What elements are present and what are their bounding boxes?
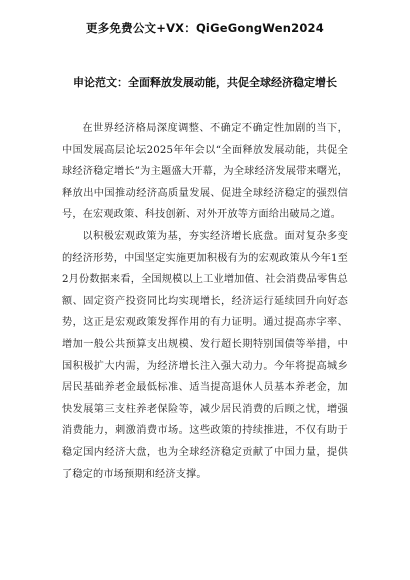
page-header: 更多免费公文+VX：QiGeGongWen2024 [86, 21, 324, 35]
document-body [62, 118, 348, 485]
paragraph: 在世界经济格局深度调整、不确定不确定性加剧的当下，中国发展高层论坛2025年年会以“全面释放发展动能，共促全球经济稳定增长”为主题盛大开幕，为全球经济发展带来曙光，释放出中国推动经济高质量发展、促进全球经济稳定的强烈信号，在宏观政策、科技创新、对外开放等方面给出破局之道。 [62, 123, 348, 221]
document-title: 申论范文：全面释放发展动能，共促全球经济稳定增长 [73, 76, 337, 89]
paragraph: 以积极宏观政策为基，夯实经济增长底盘。面对复杂多变的经济形势，中国坚定实施更加积极有为的宏观政策从今年1至2月份数据来看，全国规模以上工业增加值、社会消费品零售总额、固定资产投资同比均实现增长，经济运行延续回升向好态势，这正是宏观政策发挥作用的有力证明。通过提高赤字率、增加一般公共预算支出规模、发行超长期特别国债等举措，中国积极扩大内需，为经济增长注入强大动力。今年将提高城乡居民基础养老金最低标准、适当提高退休人员基本养老金，加快发展第三支柱养老保险等，减少居民消费的后顾之忧，增强消费能力，刺激消费市场。这些政策的持续推进，不仅有助于稳定国内经济大盘，也为全球经济稳定贡献了中国力量，提供了稳定的市场预期和经济支撑。 [62, 230, 348, 480]
